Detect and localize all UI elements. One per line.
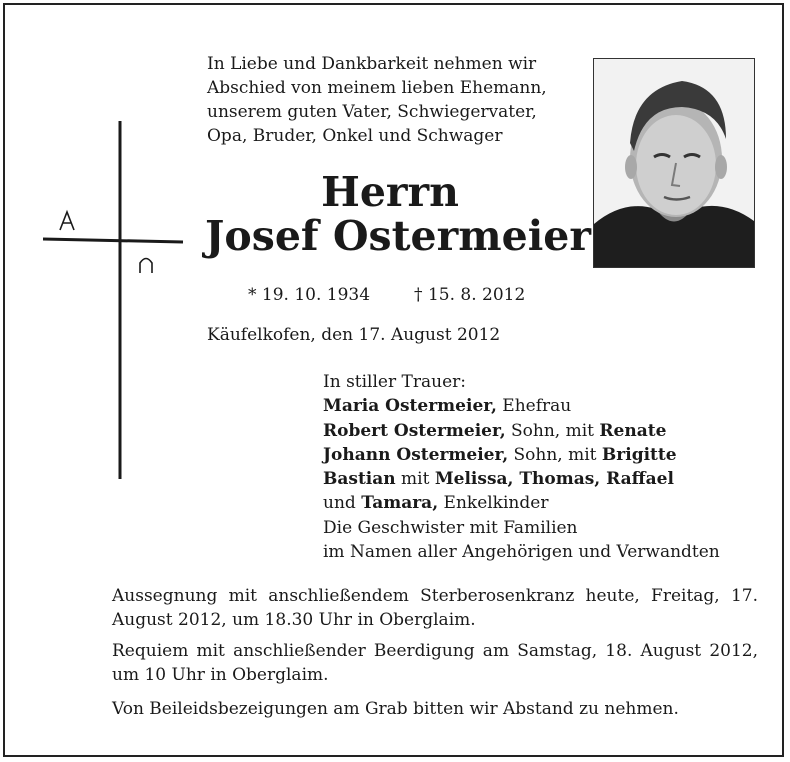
portrait-photo-graphic [594,59,754,267]
mourner-line: Die Geschwister mit Familien [323,517,578,538]
life-dates [248,283,525,307]
mourner-relation: Enkelkinder [438,493,549,514]
place-date: Käufelkofen, den 17. August 2012 [207,325,501,345]
intro-line: Abschied von meinem lieben Ehemann, [207,78,547,98]
mourner-line [323,467,720,491]
mourner-partner: Bastian [323,469,396,490]
requiem-text: Requiem mit anschließender Beerdigung am Samstag, 18. August 2012, um 10 Uhr in Oberglaim. [112,641,758,685]
mourners-heading: In stiller Trauer: [323,372,466,392]
mourner-partner: Brigitte [601,444,677,465]
alpha-icon [60,212,74,230]
cross-icon [43,117,203,482]
mourner-relation: Ehefrau [496,396,572,417]
deceased-name [205,168,591,260]
grandchildren-names: Melissa, Thomas, Raffael [434,469,674,490]
intro-line: unserem guten Vater, Schwiegervater, [207,102,537,122]
mourner-relation: mit [395,469,435,490]
mourner-line: im Namen aller Angehörigen und Verwandten [323,542,720,563]
mourner-line [323,491,720,515]
condolence-text: Von Beileidsbezeigungen am Grab bitten wir Abstand zu nehmen. [112,699,679,719]
intro-line: In Liebe und Dankbarkeit nehmen wir [207,54,537,74]
mourner-line [323,443,720,467]
aussegnung-text: Aussegnung mit anschließendem Sterberosenkranz heute, Freitag, 17. August 2012, um 18.30 Uhr in Oberglaim. [112,586,758,630]
mourner-line [323,419,720,443]
intro-line: Opa, Bruder, Onkel und Schwager [207,126,503,146]
mourner-connector: und [323,493,362,514]
salutation: Herrn [321,168,459,216]
mourner-line [323,394,720,418]
omega-icon [140,259,152,274]
mourner-relation: Sohn, mit [508,444,602,465]
grandchild-name: Tamara, [361,493,439,514]
mourner-relation: Sohn, mit [505,420,600,441]
portrait-photo [593,58,755,268]
mourner-name: Robert Ostermeier, [323,420,506,441]
full-name: Josef Ostermeier [205,212,591,260]
birth-date: * 19. 10. 1934 [248,285,371,305]
mourners-list [323,370,720,564]
mourner-name: Johann Ostermeier, [323,444,509,465]
mourner-name: Maria Ostermeier, [323,396,497,417]
announcements [112,584,758,728]
mourner-partner: Renate [599,420,667,441]
obituary-frame [3,3,784,757]
death-date: † 15. 8. 2012 [414,285,526,305]
intro-text [207,52,587,148]
